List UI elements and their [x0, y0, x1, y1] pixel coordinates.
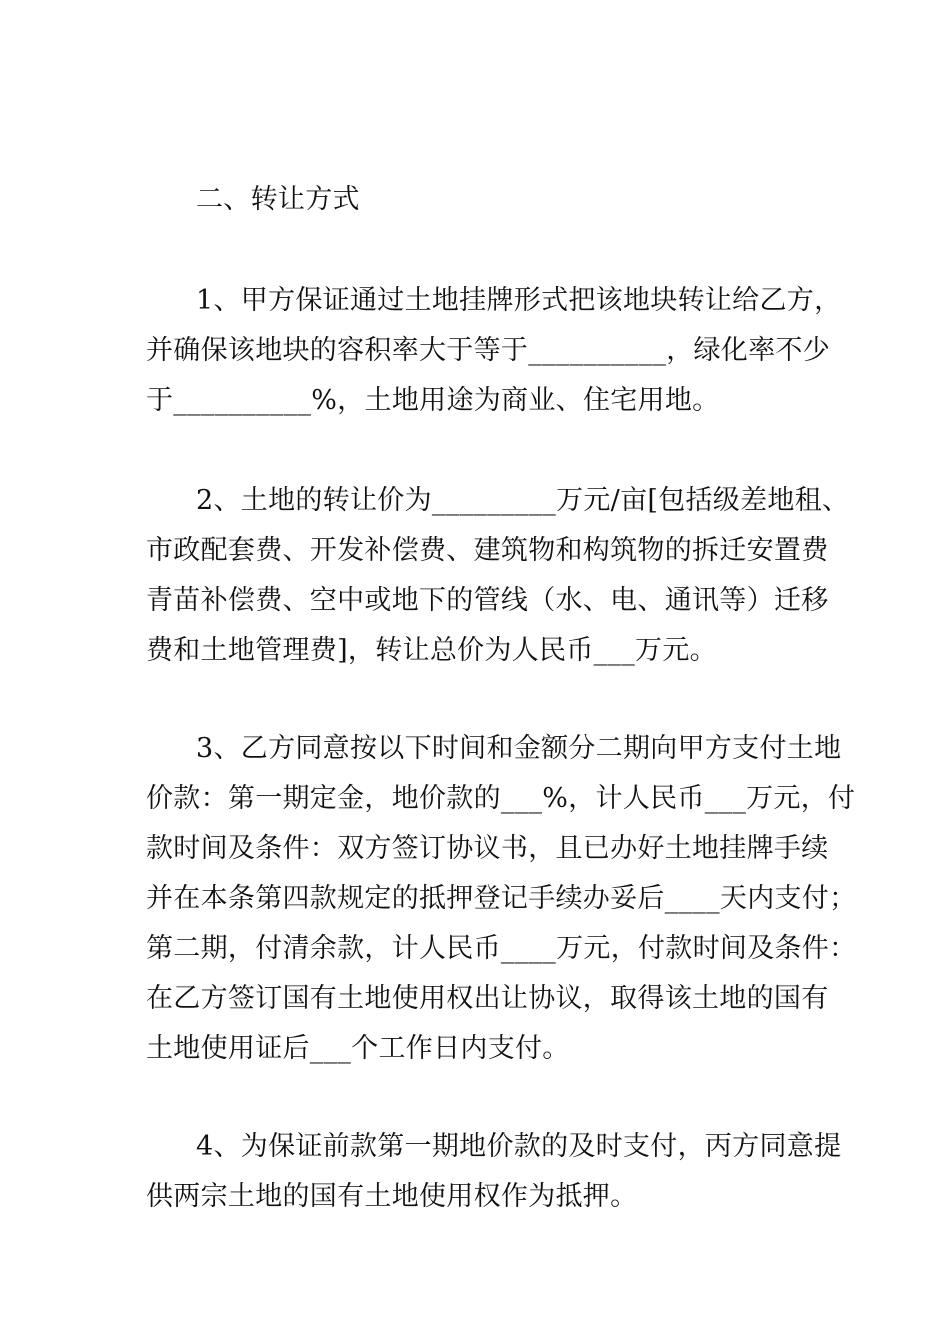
paragraph-line: 价款：第一期定金，地价款的___%，计人民币___万元，付	[146, 783, 856, 814]
paragraph-line: 供两宗土地的国有土地使用权作为抵押。	[146, 1181, 638, 1212]
paragraph-line: 1、甲方保证通过土地挂牌形式把该地块转让给乙方，	[196, 285, 842, 316]
section-heading: 二、转让方式	[196, 184, 360, 215]
paragraph-line: 于__________%，土地用途为商业、住宅用地。	[146, 385, 720, 416]
paragraph-line: 青苗补偿费、空中或地下的管线（水、电、通讯等）迁移	[146, 585, 829, 616]
paragraph-line: 第二期，付清余款，计人民币____万元，付款时间及条件：	[146, 933, 857, 964]
paragraph-line: 并确保该地块的容积率大于等于__________，绿化率不少	[146, 335, 830, 366]
paragraph-line: 2、土地的转让价为_________万元/亩[包括级差地租、	[196, 485, 850, 516]
paragraph-line: 土地使用证后___个工作日内支付。	[146, 1033, 570, 1064]
paragraph-line: 3、乙方同意按以下时间和金额分二期向甲方支付土地	[196, 733, 842, 764]
paragraph-line: 费和土地管理费]，转让总价为人民币___万元。	[146, 635, 717, 666]
paragraph-line: 并在本条第四款规定的抵押登记手续办妥后____天内支付；	[146, 883, 857, 914]
paragraph-line: 在乙方签订国有土地使用权出让协议，取得该土地的国有	[146, 983, 829, 1014]
paragraph-line: 款时间及条件：双方签订协议书，且已办好土地挂牌手续	[146, 833, 829, 864]
paragraph-line: 4、为保证前款第一期地价款的及时支付，丙方同意提	[196, 1131, 842, 1162]
paragraph-line: 市政配套费、开发补偿费、建筑物和构筑物的拆迁安置费	[146, 535, 829, 566]
